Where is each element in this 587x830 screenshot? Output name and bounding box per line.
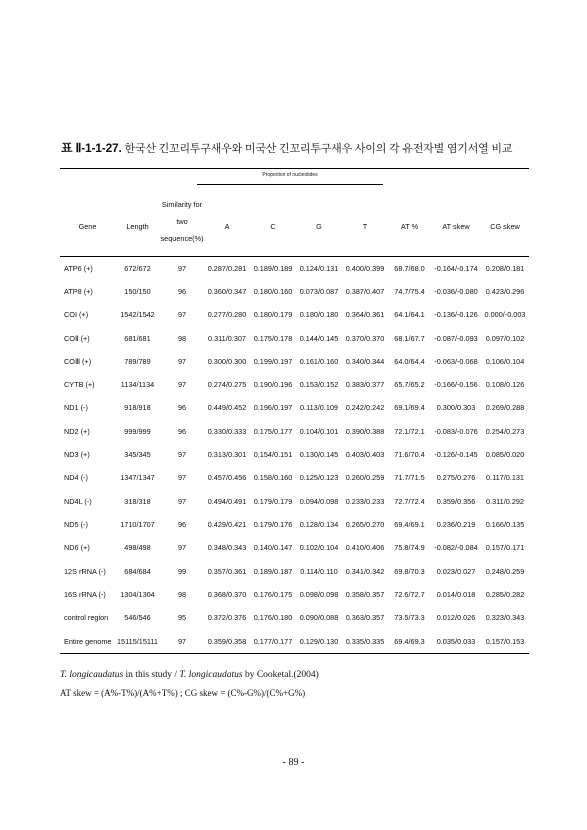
cell-similarity: 99: [177, 566, 187, 576]
cell-gene: ATP6 (+): [64, 263, 93, 273]
cell-c: 0.176/0.175: [253, 589, 293, 599]
footnote-species-b: T. longicaudatus: [179, 670, 243, 680]
cell-length: 1347/1347: [120, 473, 155, 483]
table-row: [60, 443, 529, 466]
cell-cg-skew: 0.157/0.153: [485, 636, 525, 646]
cell-c: 0.190/0.196: [253, 380, 293, 390]
similarity-line-2: two: [176, 217, 188, 226]
cell-length: 684/684: [124, 566, 151, 576]
cell-c: 0.180/0.160: [253, 286, 293, 296]
col-header-length: Length: [126, 222, 149, 231]
cell-gene: CYTB (+): [64, 380, 95, 390]
cell-at-skew: -0.083/-0.076: [434, 426, 478, 436]
cell-c: 0.175/0.177: [253, 426, 293, 436]
table-row: [60, 583, 529, 606]
table-body: [60, 257, 529, 654]
cell-c: 0.199/0.197: [253, 356, 293, 366]
cell-similarity: 97: [177, 496, 187, 506]
cell-length: 546/546: [124, 613, 151, 623]
col-header-gene: Gene: [78, 222, 97, 231]
cell-cg-skew: 0.108/0.126: [485, 380, 525, 390]
cell-at-percent: 65.7/65.2: [394, 380, 425, 390]
cell-similarity: 96: [177, 286, 187, 296]
cell-at-percent: 72.7/72.4: [394, 496, 425, 506]
cell-length: 1542/1542: [120, 310, 155, 320]
cell-t: 0.410/0.406: [345, 543, 385, 553]
cell-t: 0.363/0.357: [345, 613, 385, 623]
cell-at-skew: -0.036/-0.080: [434, 286, 478, 296]
cell-t: 0.233/0.233: [345, 496, 385, 506]
cell-length: 498/498: [124, 543, 151, 553]
table-row: [60, 326, 529, 349]
cell-length: 345/345: [124, 450, 151, 460]
cell-g: 0.114/0.110: [300, 566, 338, 576]
cell-length: 918/918: [124, 403, 151, 413]
cell-g: 0.124/0.131: [299, 263, 339, 273]
cell-similarity: 97: [177, 450, 187, 460]
cell-g: 0.102/0.104: [299, 543, 339, 553]
cell-cg-skew: 0.269/0.288: [485, 403, 525, 413]
cell-length: 150/150: [124, 286, 151, 296]
col-header-c: C: [270, 222, 276, 231]
cell-g: 0.144/0.145: [299, 333, 339, 343]
cell-at-percent: 69.4/69.1: [394, 519, 425, 529]
col-header-cg-skew: CG skew: [490, 222, 520, 231]
cell-t: 0.400/0.399: [345, 263, 385, 273]
cell-a: 0.359/0.358: [207, 636, 247, 646]
cell-a: 0.457/0.456: [207, 473, 247, 483]
cell-gene: COⅢ (+): [64, 356, 92, 366]
table-row: [60, 350, 529, 373]
cell-at-skew: 0.236/0.219: [436, 519, 476, 529]
cell-g: 0.180/0.180: [299, 310, 339, 320]
cell-cg-skew: 0.157/0.171: [485, 543, 525, 553]
cell-g: 0.090/0.088: [299, 613, 339, 623]
header-row: [60, 169, 529, 257]
cell-cg-skew: 0.166/0.135: [485, 519, 525, 529]
cell-at-skew: 0.012/0.026: [436, 613, 476, 623]
footnote-species: [60, 670, 319, 680]
cell-at-percent: 69.8/70.3: [394, 566, 425, 576]
cell-length: 15115/15111: [117, 636, 158, 646]
cell-a: 0.311/0.307: [207, 333, 246, 343]
cell-at-skew: 0.275/0.276: [436, 473, 476, 483]
cell-a: 0.368/0.370: [207, 589, 247, 599]
proportion-caption: Proportion of nucleotides: [262, 172, 318, 178]
cell-g: 0.125/0.123: [299, 473, 339, 483]
cell-at-percent: 73.5/73.3: [394, 613, 425, 623]
cell-gene: ND6 (+): [64, 543, 90, 553]
cell-g: 0.104/0.101: [299, 426, 339, 436]
cell-cg-skew: 0.208/0.181: [485, 263, 525, 273]
nucleotide-comparison-table: [60, 168, 529, 654]
cell-similarity: 96: [177, 519, 187, 529]
table-title: 한국산 긴꼬리투구새우와 미국산 긴꼬리투구새우 사이의 각 유전자별 염기서열 비교: [124, 143, 513, 155]
cell-similarity: 97: [177, 473, 187, 483]
cell-cg-skew: 0.106/0.104: [485, 356, 525, 366]
cell-gene: COⅡ (+): [64, 333, 90, 343]
cell-similarity: 97: [177, 310, 187, 320]
cell-at-percent: 69.1/69.4: [394, 403, 425, 413]
cell-c: 0.179/0.176: [253, 519, 293, 529]
col-header-similarity: [160, 169, 204, 257]
footnote-skew-formula: AT skew = (A%-T%)/(A%+T%) ; CG skew = (C%-G%)/(C%+G%): [60, 688, 306, 698]
col-header-g: G: [316, 222, 322, 231]
cell-a: 0.357/0.361: [207, 566, 247, 576]
cell-c: 0.179/0.179: [253, 496, 293, 506]
cell-t: 0.265/0.270: [345, 519, 385, 529]
cell-t: 0.358/0.357: [345, 589, 385, 599]
cell-g: 0.094/0.098: [299, 496, 339, 506]
cell-t: 0.383/0.377: [345, 380, 385, 390]
cell-g: 0.113/0.109: [299, 403, 338, 413]
cell-at-skew: -0.166/-0.156: [434, 380, 478, 390]
cell-length: 1134/1134: [120, 380, 155, 390]
col-header-a: A: [224, 222, 230, 231]
cell-c: 0.189/0.187: [253, 566, 293, 576]
cell-at-skew: 0.359/0.356: [436, 496, 476, 506]
cell-at-percent: 72.6/72.7: [394, 589, 425, 599]
cell-gene: Entire genome: [64, 636, 112, 646]
cell-at-skew: 0.014/0.018: [436, 589, 476, 599]
cell-t: 0.260/0.259: [345, 473, 385, 483]
cell-c: 0.177/0.177: [253, 636, 293, 646]
cell-at-percent: 75.8/74.9: [394, 543, 425, 553]
cell-a: 0.372/0.376: [207, 613, 247, 623]
cell-gene: ND4L (-): [64, 496, 92, 506]
table-row: [60, 536, 529, 559]
cell-at-skew: 0.035/0.033: [436, 636, 476, 646]
table-row: [60, 606, 529, 629]
cell-c: 0.140/0.147: [253, 543, 293, 553]
cell-g: 0.128/0.134: [299, 519, 339, 529]
cell-a: 0.494/0.491: [207, 496, 247, 506]
cell-at-percent: 74.7/75.4: [394, 286, 425, 296]
cell-at-percent: 71.7/71.5: [394, 473, 425, 483]
cell-cg-skew: 0.285/0.282: [485, 589, 525, 599]
cell-cg-skew: 0.117/0.131: [485, 473, 524, 483]
cell-a: 0.330/0.333: [207, 426, 247, 436]
cell-cg-skew: 0.311/0.292: [485, 496, 524, 506]
page-number: - 89 -: [282, 757, 305, 768]
cell-length: 1710/1707: [120, 519, 155, 529]
cell-t: 0.403/0.403: [345, 450, 385, 460]
table-row: [60, 420, 529, 443]
cell-a: 0.360/0.347: [207, 286, 247, 296]
cell-similarity: 97: [177, 380, 187, 390]
cell-c: 0.154/0.151: [253, 450, 293, 460]
table-row: [60, 513, 529, 536]
cell-c: 0.175/0.178: [253, 333, 293, 343]
cell-at-percent: 72.1/72.1: [394, 426, 425, 436]
cell-at-percent: 69.4/69.3: [394, 636, 425, 646]
footnote-mid: in this study /: [123, 670, 180, 680]
cell-gene: ND5 (-): [64, 519, 88, 529]
col-header-at-skew: AT skew: [442, 222, 470, 231]
cell-c: 0.158/0.160: [253, 473, 293, 483]
cell-similarity: 97: [177, 263, 187, 273]
cell-gene: ND2 (+): [64, 426, 90, 436]
cell-cg-skew: 0.323/0.343: [485, 613, 525, 623]
cell-a: 0.348/0.343: [207, 543, 247, 553]
cell-at-percent: 64.0/64.4: [394, 356, 425, 366]
table-row: [60, 303, 529, 326]
cell-t: 0.340/0.344: [345, 356, 385, 366]
col-header-t: T: [362, 222, 368, 231]
cell-t: 0.341/0.342: [345, 566, 385, 576]
cell-at-percent: 68.1/67.7: [394, 333, 425, 343]
cell-t: 0.335/0.335: [345, 636, 385, 646]
cell-t: 0.364/0.361: [345, 310, 385, 320]
cell-at-skew: -0.136/-0.126: [434, 310, 478, 320]
cell-at-skew: -0.082/-0.084: [434, 543, 478, 553]
cell-at-skew: -0.087/-0.093: [434, 333, 478, 343]
cell-cg-skew: 0.254/0.273: [485, 426, 525, 436]
table-row: [60, 489, 529, 512]
cell-similarity: 97: [177, 356, 187, 366]
cell-g: 0.161/0.160: [299, 356, 339, 366]
cell-cg-skew: 0.085/0.020: [485, 450, 525, 460]
cell-similarity: 98: [177, 589, 187, 599]
table-row: [60, 280, 529, 303]
cell-gene: COI (+): [64, 310, 89, 320]
cell-a: 0.274/0.275: [207, 380, 247, 390]
similarity-line-1: Similarity for: [161, 200, 203, 209]
similarity-line-3: sequence(%): [160, 234, 204, 243]
cell-g: 0.153/0.152: [299, 380, 339, 390]
cell-at-skew: -0.126/-0.145: [434, 450, 478, 460]
cell-a: 0.313/0.301: [207, 450, 247, 460]
cell-cg-skew: 0.248/0.259: [485, 566, 525, 576]
cell-t: 0.370/0.370: [345, 333, 385, 343]
footnote-end: by Cooketal.(2004): [242, 670, 319, 680]
cell-c: 0.176/0.180: [253, 613, 293, 623]
cell-similarity: 97: [177, 543, 187, 553]
cell-at-skew: -0.164/-0.174: [434, 263, 478, 273]
cell-at-percent: 71.6/70.4: [394, 450, 425, 460]
cell-at-percent: 64.1/64.1: [394, 310, 425, 320]
cell-similarity: 98: [177, 333, 187, 343]
table-row: [60, 396, 529, 419]
cell-length: 1304/1304: [120, 589, 155, 599]
table-row: [60, 559, 529, 582]
cell-similarity: 96: [177, 426, 187, 436]
cell-similarity: 97: [177, 636, 187, 646]
cell-a: 0.300/0.300: [207, 356, 247, 366]
table-caption: [61, 139, 512, 156]
cell-t: 0.390/0.388: [345, 426, 385, 436]
table-row: [60, 373, 529, 396]
cell-length: 672/672: [124, 263, 151, 273]
cell-g: 0.129/0.130: [299, 636, 339, 646]
cell-length: 318/318: [124, 496, 151, 506]
cell-at-skew: -0.063/-0.068: [434, 356, 478, 366]
cell-gene: ATP8 (+): [64, 286, 93, 296]
cell-a: 0.429/0.421: [207, 519, 247, 529]
cell-c: 0.180/0.179: [253, 310, 293, 320]
table-row: [60, 466, 529, 489]
cell-gene: control region: [64, 613, 109, 623]
table-row: [60, 257, 529, 280]
cell-t: 0.387/0.407: [345, 286, 385, 296]
cell-gene: 16S rRNA (-): [64, 589, 106, 599]
cell-at-percent: 68.7/68.0: [394, 263, 425, 273]
cell-a: 0.449/0.452: [207, 403, 247, 413]
table-number: 표 Ⅱ-1-1-27.: [61, 141, 122, 155]
cell-gene: ND1 (-): [64, 403, 88, 413]
cell-t: 0.242/0.242: [345, 403, 385, 413]
cell-similarity: 95: [177, 613, 187, 623]
cell-g: 0.073/0.087: [299, 286, 339, 296]
cell-cg-skew: 0.097/0.102: [485, 333, 525, 343]
table-row: [60, 629, 529, 653]
cell-length: 789/789: [124, 356, 151, 366]
cell-g: 0.130/0.145: [299, 450, 339, 460]
cell-c: 0.196/0.197: [253, 403, 293, 413]
col-header-at-percent: AT %: [400, 222, 419, 231]
cell-similarity: 96: [177, 403, 187, 413]
cell-gene: ND4 (-): [64, 473, 88, 483]
footnote-species-a: T. longicaudatus: [60, 670, 124, 680]
cell-at-skew: 0.023/0.027: [436, 566, 476, 576]
cell-g: 0.098/0.098: [299, 589, 339, 599]
cell-gene: ND3 (+): [64, 450, 90, 460]
cell-cg-skew: 0.000/-0.003: [484, 310, 526, 320]
cell-length: 999/999: [124, 426, 151, 436]
cell-cg-skew: 0.423/0.296: [485, 286, 525, 296]
cell-length: 681/681: [124, 333, 151, 343]
cell-a: 0.277/0.280: [207, 310, 247, 320]
cell-a: 0.287/0.281: [207, 263, 247, 273]
cell-c: 0.189/0.189: [253, 263, 293, 273]
cell-gene: 12S rRNA (-): [64, 566, 106, 576]
cell-at-skew: 0.300/0.303: [436, 403, 476, 413]
